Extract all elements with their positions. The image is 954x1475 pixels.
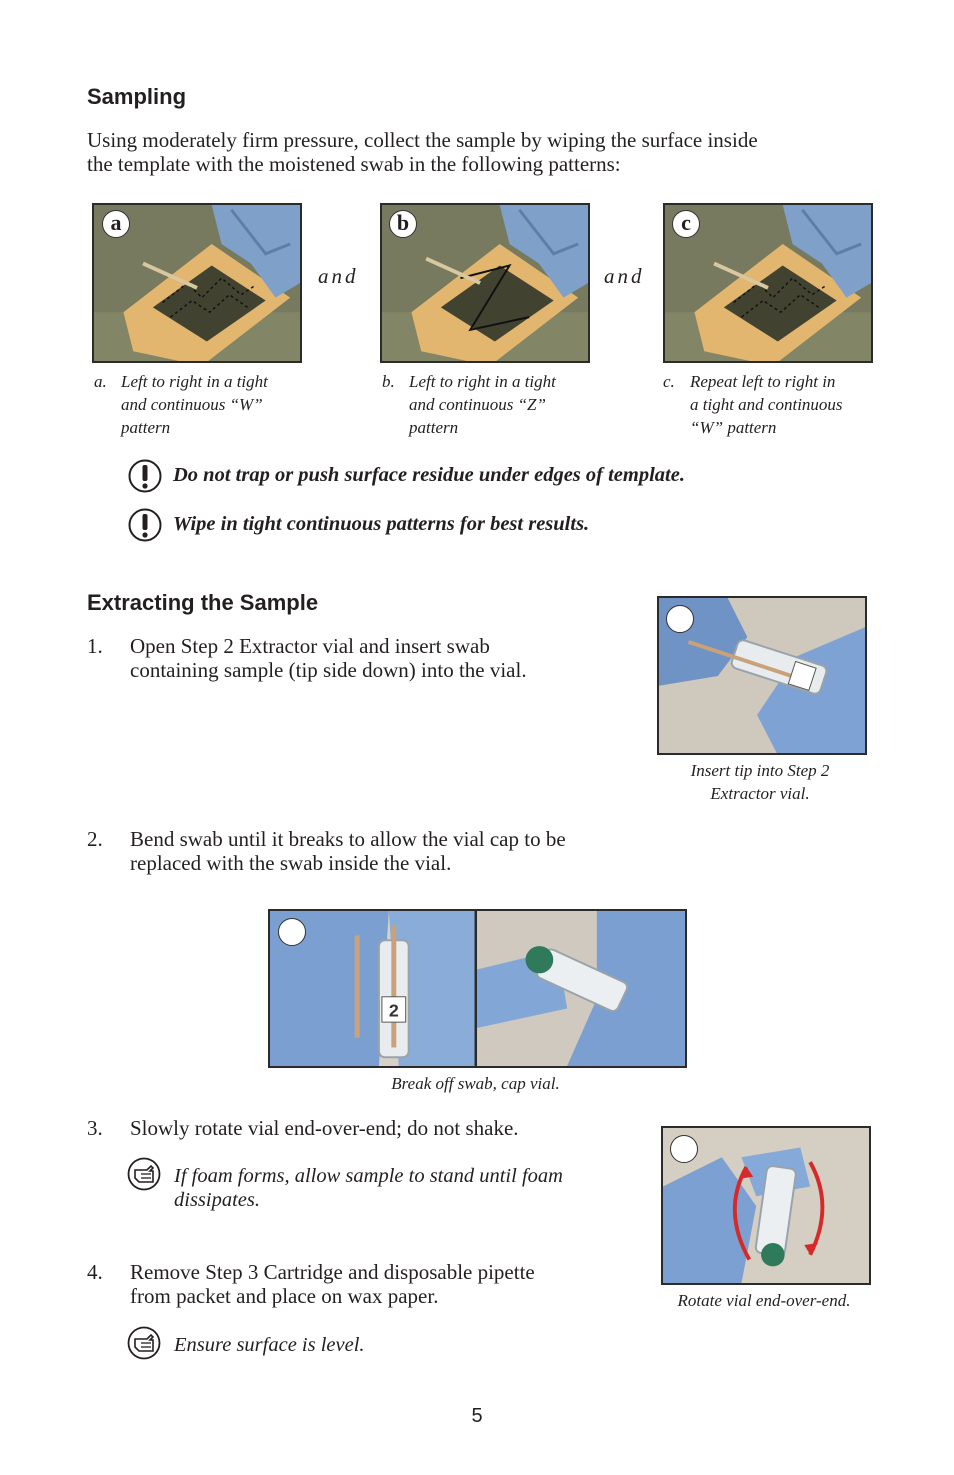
photo-marker-2 <box>278 918 306 946</box>
tip-foam-line-2: dissipates. <box>174 1189 260 1211</box>
caption-c-line-2: a tight and continuous <box>690 395 843 414</box>
photo-rotate-vial-caption: Rotate vial end-over-end. <box>677 1291 851 1310</box>
caption-b <box>409 370 556 439</box>
caption-b-line-1: Left to right in a tight <box>409 372 556 391</box>
step-1-number: 1. <box>87 634 103 658</box>
vial-label-text: 2 <box>388 1000 399 1021</box>
sampling-intro-line-1: Using moderately firm pressure, collect the sample by wiping the surface inside <box>87 128 758 152</box>
tip-level: Ensure surface is level. <box>174 1334 365 1356</box>
caption-a-line-1: Left to right in a tight <box>121 372 268 391</box>
caption-b-line-2: and continuous “Z” <box>409 395 546 414</box>
connector-and-1: and <box>318 264 359 288</box>
photo-break-swab-caption: Break off swab, cap vial. <box>391 1074 560 1093</box>
step-1-line-1: Open Step 2 Extractor vial and insert swab <box>130 634 490 658</box>
caption-a-line-3: pattern <box>121 418 171 437</box>
photo-break-swab <box>268 909 687 1068</box>
warning-icon <box>128 508 162 542</box>
caption-c-line-1: Repeat left to right in <box>690 372 836 391</box>
pointing-hand-icon <box>127 1326 161 1360</box>
caption-c-line-3: “W” pattern <box>690 418 777 437</box>
extracting-heading: Extracting the Sample <box>87 590 319 615</box>
photo-label-b: b <box>389 210 417 238</box>
page-number: 5 <box>471 1405 483 1427</box>
sampling-heading: Sampling <box>87 84 187 109</box>
photo-marker-1 <box>666 605 694 633</box>
tip-foam <box>174 1164 563 1212</box>
step-2-number: 2. <box>87 827 103 851</box>
warning-icon <box>128 459 162 493</box>
step-2-line-2: replaced with the swab inside the vial. <box>130 851 452 875</box>
warning-text-1: Do not trap or push surface residue under edges of template. <box>173 464 685 486</box>
step-3-number: 3. <box>87 1116 103 1140</box>
step-2-text <box>130 827 566 875</box>
photo-insert-tip-caption-line-1: Insert tip into Step 2 <box>690 761 830 780</box>
photo-label-a: a <box>102 210 130 238</box>
caption-marker-c: c. <box>663 372 675 391</box>
step-1-line-2: containing sample (tip side down) into the vial. <box>130 658 527 682</box>
photo-marker-3 <box>670 1135 698 1163</box>
step-2-line-1: Bend swab until it breaks to allow the vial cap to be <box>130 827 566 851</box>
step-4-line-1: Remove Step 3 Cartridge and disposable pipette <box>130 1260 535 1284</box>
tip-foam-line-1: If foam forms, allow sample to stand until foam <box>174 1165 563 1187</box>
pointing-hand-icon <box>127 1157 161 1191</box>
photo-insert-tip-caption-line-2: Extractor vial. <box>710 784 810 803</box>
step-4-line-2: from packet and place on wax paper. <box>130 1284 439 1308</box>
step-1-text <box>130 634 527 682</box>
caption-marker-a: a. <box>94 372 107 391</box>
caption-a-line-2: and continuous “W” <box>121 395 263 414</box>
step-4-number: 4. <box>87 1260 103 1284</box>
step-4-text <box>130 1260 535 1308</box>
caption-marker-b: b. <box>382 372 395 391</box>
connector-and-2: and <box>604 264 645 288</box>
photo-insert-tip-caption <box>657 759 863 805</box>
caption-c <box>690 370 843 439</box>
sampling-intro-line-2: the template with the moistened swab in the following patterns: <box>87 152 621 176</box>
caption-b-line-3: pattern <box>409 418 459 437</box>
step-3-text: Slowly rotate vial end-over-end; do not shake. <box>130 1116 519 1140</box>
warning-text-2: Wipe in tight continuous patterns for best results. <box>173 513 590 535</box>
caption-a <box>121 370 268 439</box>
photo-label-c: c <box>672 210 700 238</box>
